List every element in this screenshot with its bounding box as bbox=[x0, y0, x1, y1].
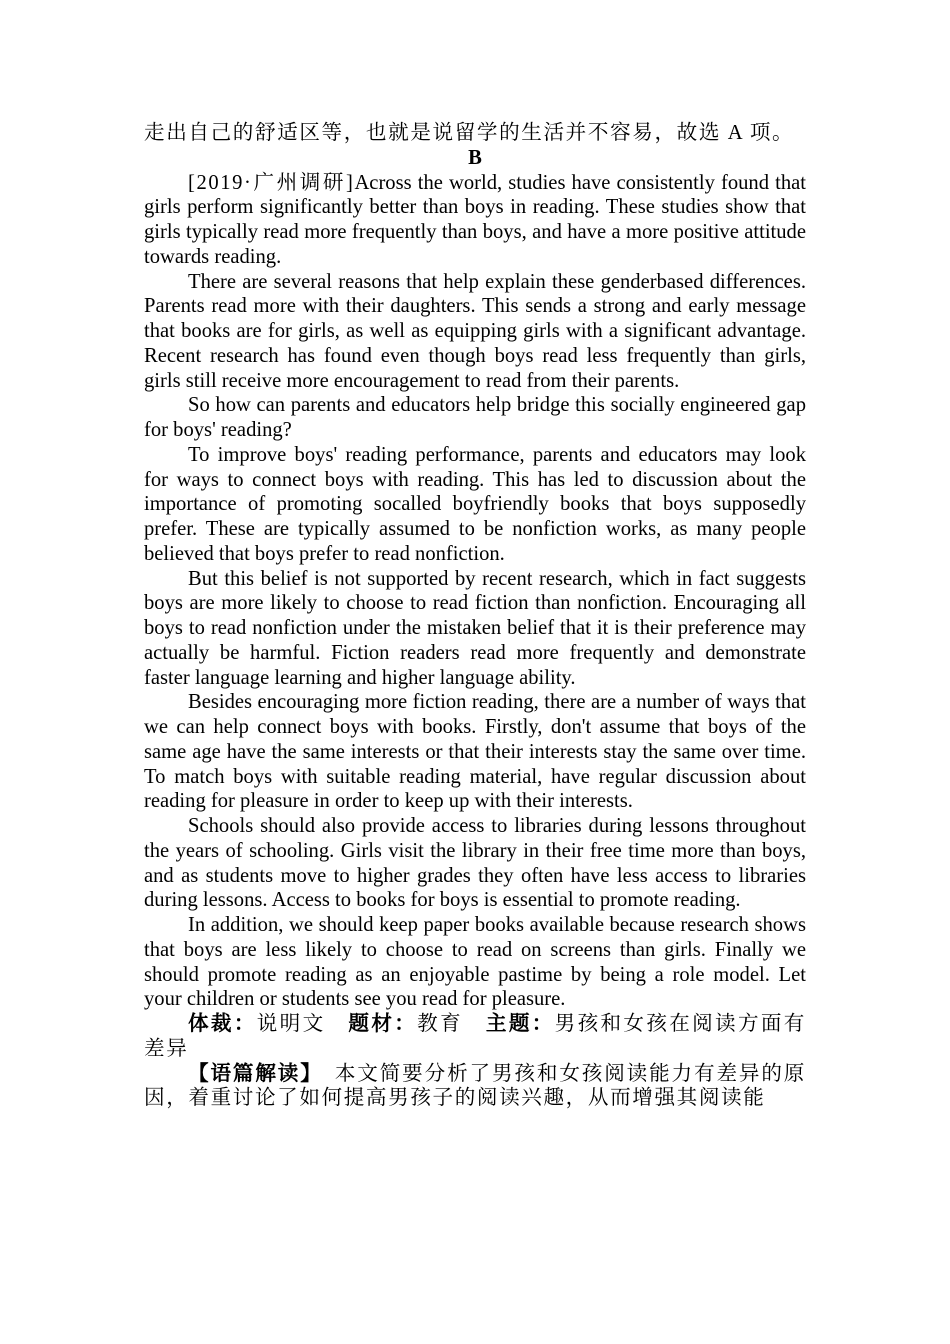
analysis-label: 【语篇解读】 bbox=[188, 1062, 313, 1085]
topic-value: 教育 bbox=[417, 1013, 463, 1035]
paragraph-2: There are several reasons that help explain these genderbased differences. Parents read more with their daughters. This sends a strong and early message that books are for girls, as well as equipping girls with a significant advantage. Recent research has found even though boys read less frequently than girls, girls still receive more encouragement to read from their parents. bbox=[144, 270, 806, 392]
topic-label: 题材： bbox=[348, 1013, 418, 1035]
theme-label: 主题： bbox=[485, 1013, 555, 1035]
source-tag: [2019·广州调研] bbox=[188, 171, 355, 194]
paragraph-4: To improve boys' reading performance, parents and educators may look for ways to connect boys with reading. This has led to discussion about the importance of promoting socalled boyfriendly books that boys supposedly prefer. These are typically assumed to be nonfiction works, as many people believed that boys prefer to read nonfiction. bbox=[144, 443, 806, 565]
paragraph-7: Schools should also provide access to libraries during lessons throughout the years of schooling. Girls visit the library in their free time more than boys, and as students move to higher grades they often have less access to libraries during lessons. Access to books for boys is essential to promote reading. bbox=[144, 815, 806, 912]
genre-label: 体裁： bbox=[188, 1013, 257, 1035]
intro-line: 走出自己的舒适区等，也就是说留学的生活并不容易，故选 A 项。 bbox=[144, 122, 795, 144]
analysis-paragraph bbox=[144, 1062, 806, 1112]
paragraph-8: In addition, we should keep paper books available because research shows that boys are less likely to choose to read on screens than girls. Finally we should promote reading as an enjoyable pastime by being a role model. Let your children or students see you read for pleasure. bbox=[144, 914, 806, 1011]
genre-value: 说明文 bbox=[256, 1013, 326, 1035]
section-label: B bbox=[468, 146, 482, 169]
paragraph-6: Besides encouraging more fiction reading, there are a number of ways that we can help connect boys with books. Firstly, don't assume that boys of the same age have the same interests or that their interests stay the same over time. To match boys with suitable reading material, have regular discussion about reading for pleasure in order to keep up with their interests. bbox=[144, 691, 806, 813]
paragraph-1 bbox=[144, 171, 806, 270]
analysis-text: 本文简要分析了男孩和女孩阅读能力有差异的原因，着重讨论了如何提高男孩子的阅读兴趣，从而增强其阅读能 bbox=[144, 1062, 806, 1110]
paragraph-5: But this belief is not supported by recent research, which in fact suggests boys are more likely to choose to read fiction than nonfiction. Encouraging all boys to read nonfiction under the mistaken belief that it is their preference may actually be harmful. Fiction readers read more frequently and demonstrate faster language learning and higher language ability. bbox=[144, 567, 806, 689]
article-meta bbox=[144, 1012, 806, 1062]
paragraph-3: So how can parents and educators help bridge this socially engineered gap for boys' reading? bbox=[144, 394, 806, 441]
paragraph-1-text: Across the world, studies have consistently found that girls perform significantly better than boys in reading. These studies show that girls typically read more frequently than boys, and have a more positive attitude towards reading. bbox=[144, 171, 806, 268]
document-page bbox=[144, 121, 806, 1111]
theme-value: 男孩和女孩在阅读方面有差异 bbox=[144, 1013, 806, 1060]
